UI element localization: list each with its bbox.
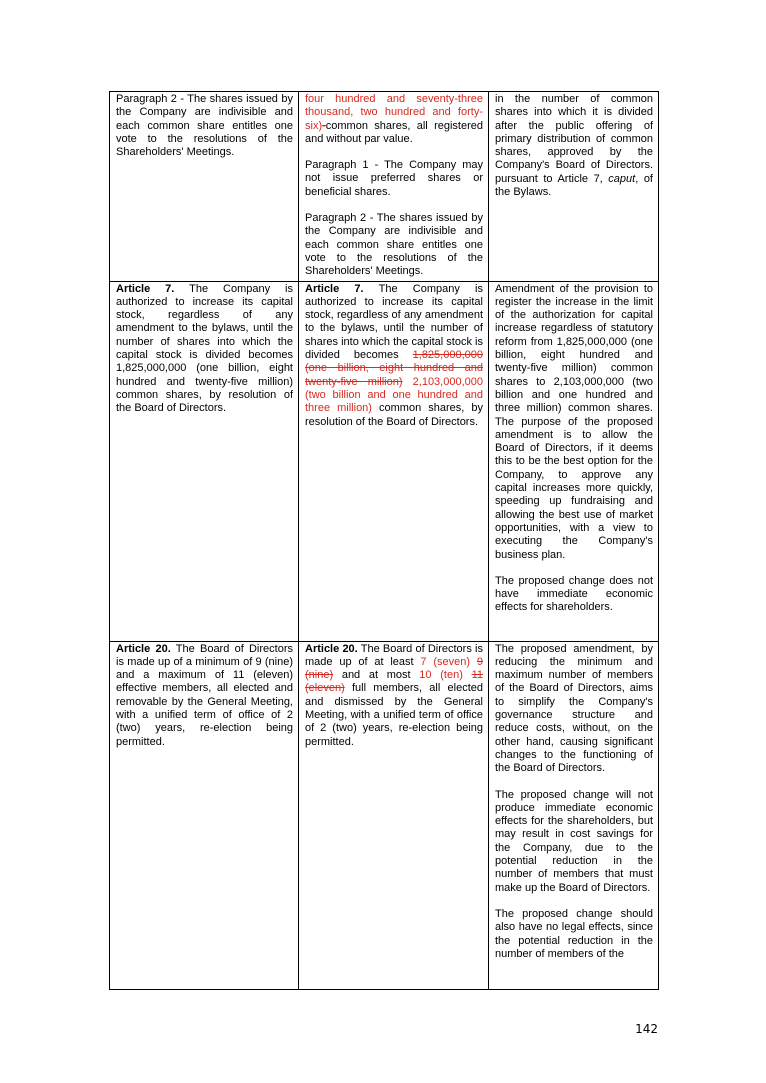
current-text-cell <box>110 281 299 641</box>
table-row <box>110 281 659 641</box>
deleted-text: 11 (eleven) <box>305 669 483 695</box>
text-run: The Board of Directors is made up of a minimum of 9 (nine) and a maximum of 11 (eleven) effective members, all elected and removable by the General Meeting, with a unified term of office of 2 (two) years, re-election being permitted. <box>116 642 293 748</box>
paragraph: Paragraph 2 - The shares issued by the Company are indivisible and each common share entitles one vote to the resolutions of the Shareholders' Meetings. <box>305 212 483 278</box>
deleted-text: 1,825,000,000 (one billion, eight hundred and twenty-five million) <box>305 349 483 388</box>
article-heading: Article 7. <box>305 282 364 295</box>
text-run: common shares, by resolution of the Board of Directors. <box>305 402 483 428</box>
italic-text: caput <box>608 172 636 185</box>
paragraph <box>495 283 653 562</box>
paragraph <box>305 283 483 429</box>
current-text-cell <box>110 92 299 282</box>
inserted-text: 7 (seven) <box>420 655 471 668</box>
table-row <box>110 92 659 282</box>
paragraph <box>495 93 653 199</box>
justification-cell <box>489 92 659 282</box>
current-text-cell <box>110 641 299 989</box>
text-run: The purpose of the proposed amendment is to allow the Board of Directors, if it deems this to be the best option for the Company, to approve any capital increases more quickly, speeding up fundraising and allowing the best use of market opportunities, with a view to executing the Company's business plan. <box>495 415 653 561</box>
article-heading: Article 7. <box>116 282 175 295</box>
text-run: , of the Bylaws. <box>495 172 653 199</box>
paragraph <box>116 643 293 749</box>
inserted-text: 2,103,000,000 (two billion and one hundred and three million) <box>305 375 483 415</box>
proposed-text-cell <box>299 641 489 989</box>
table-row <box>110 641 659 989</box>
paragraph <box>305 643 483 749</box>
text-run: in the number of common shares into which it is divided after the public offering of primary distribution of common shares, approved by the Company's Board of Directors. pursuant to Article 7, <box>495 93 653 185</box>
paragraph: The proposed change will not produce immediate economic effects for the shareholders, but may result in cost savings for the Company, due to the potential reduction in the number of members that must make up the Board of Directors. <box>495 788 653 894</box>
article-heading: Article 20. <box>305 642 358 655</box>
justification-cell <box>489 641 659 989</box>
paragraph: The proposed amendment, by reducing the minimum and maximum number of members of the Board of Directors, aims to simplify the Company's governance structure and reduce costs, without, on the other hand, causing significant changes to the functioning of the Board of Directors. <box>495 642 653 775</box>
paragraph: The proposed change does not have immediate economic effects for shareholders. <box>495 574 653 614</box>
justification-cell <box>489 281 659 641</box>
text-run: full members, all elected and dismissed by the General Meeting, with a unified term of office of 2 (two) years, re-election being permitted. <box>305 682 483 748</box>
proposed-text-cell <box>299 92 489 282</box>
deleted-text: 9 (nine) <box>305 655 483 682</box>
paragraph: Paragraph 2 - The shares issued by the Company are indivisible and each common share entitles one vote to the resolutions of the Shareholders' Meetings. <box>116 93 293 159</box>
text-run: The Company is authorized to increase its capital stock, regardless of any amendment to the bylaws, until the number of shares into which the capital stock is divided becomes <box>305 282 484 362</box>
text-run: Amendment of the provision to register the increase in the limit of the authorization for capital increase regardless of statutory reform from 1,825,000,000 (one billion, eight hundred and twenty-five million) common shares to 2,103,000,000 (two billion and one hundred and three million) common shares. <box>495 282 653 415</box>
page-number: 142 <box>635 1022 658 1036</box>
paragraph: The proposed change should also have no legal effects, since the potential reduction in the number of members of the <box>495 907 653 960</box>
deleted-text: - <box>322 119 326 132</box>
text-run: common shares, all registered and without par value. <box>305 119 483 145</box>
comparison-table <box>109 91 659 990</box>
text-run: The Company is authorized to increase its capital stock, regardless of any amendment to the bylaws, until the number of shares into which the capital stock is divided becomes 1,825,000,000 (one billion, eight hundred and twenty-five million) common shares, by resolution of the Board of Directors. <box>116 282 294 415</box>
inserted-text: 10 (ten) <box>419 669 463 682</box>
text-run: The Board of Directors is made up of at least <box>305 642 483 668</box>
inserted-text: four hundred and seventy-three thousand, two hundred and forty-six) <box>305 93 483 132</box>
text-run: and at most <box>333 669 420 682</box>
article-heading: Article 20. <box>116 642 171 655</box>
paragraph <box>305 93 483 146</box>
paragraph <box>116 283 293 416</box>
paragraph: Paragraph 1 - The Company may not issue preferred shares or beneficial shares. <box>305 159 483 198</box>
proposed-text-cell <box>299 281 489 641</box>
